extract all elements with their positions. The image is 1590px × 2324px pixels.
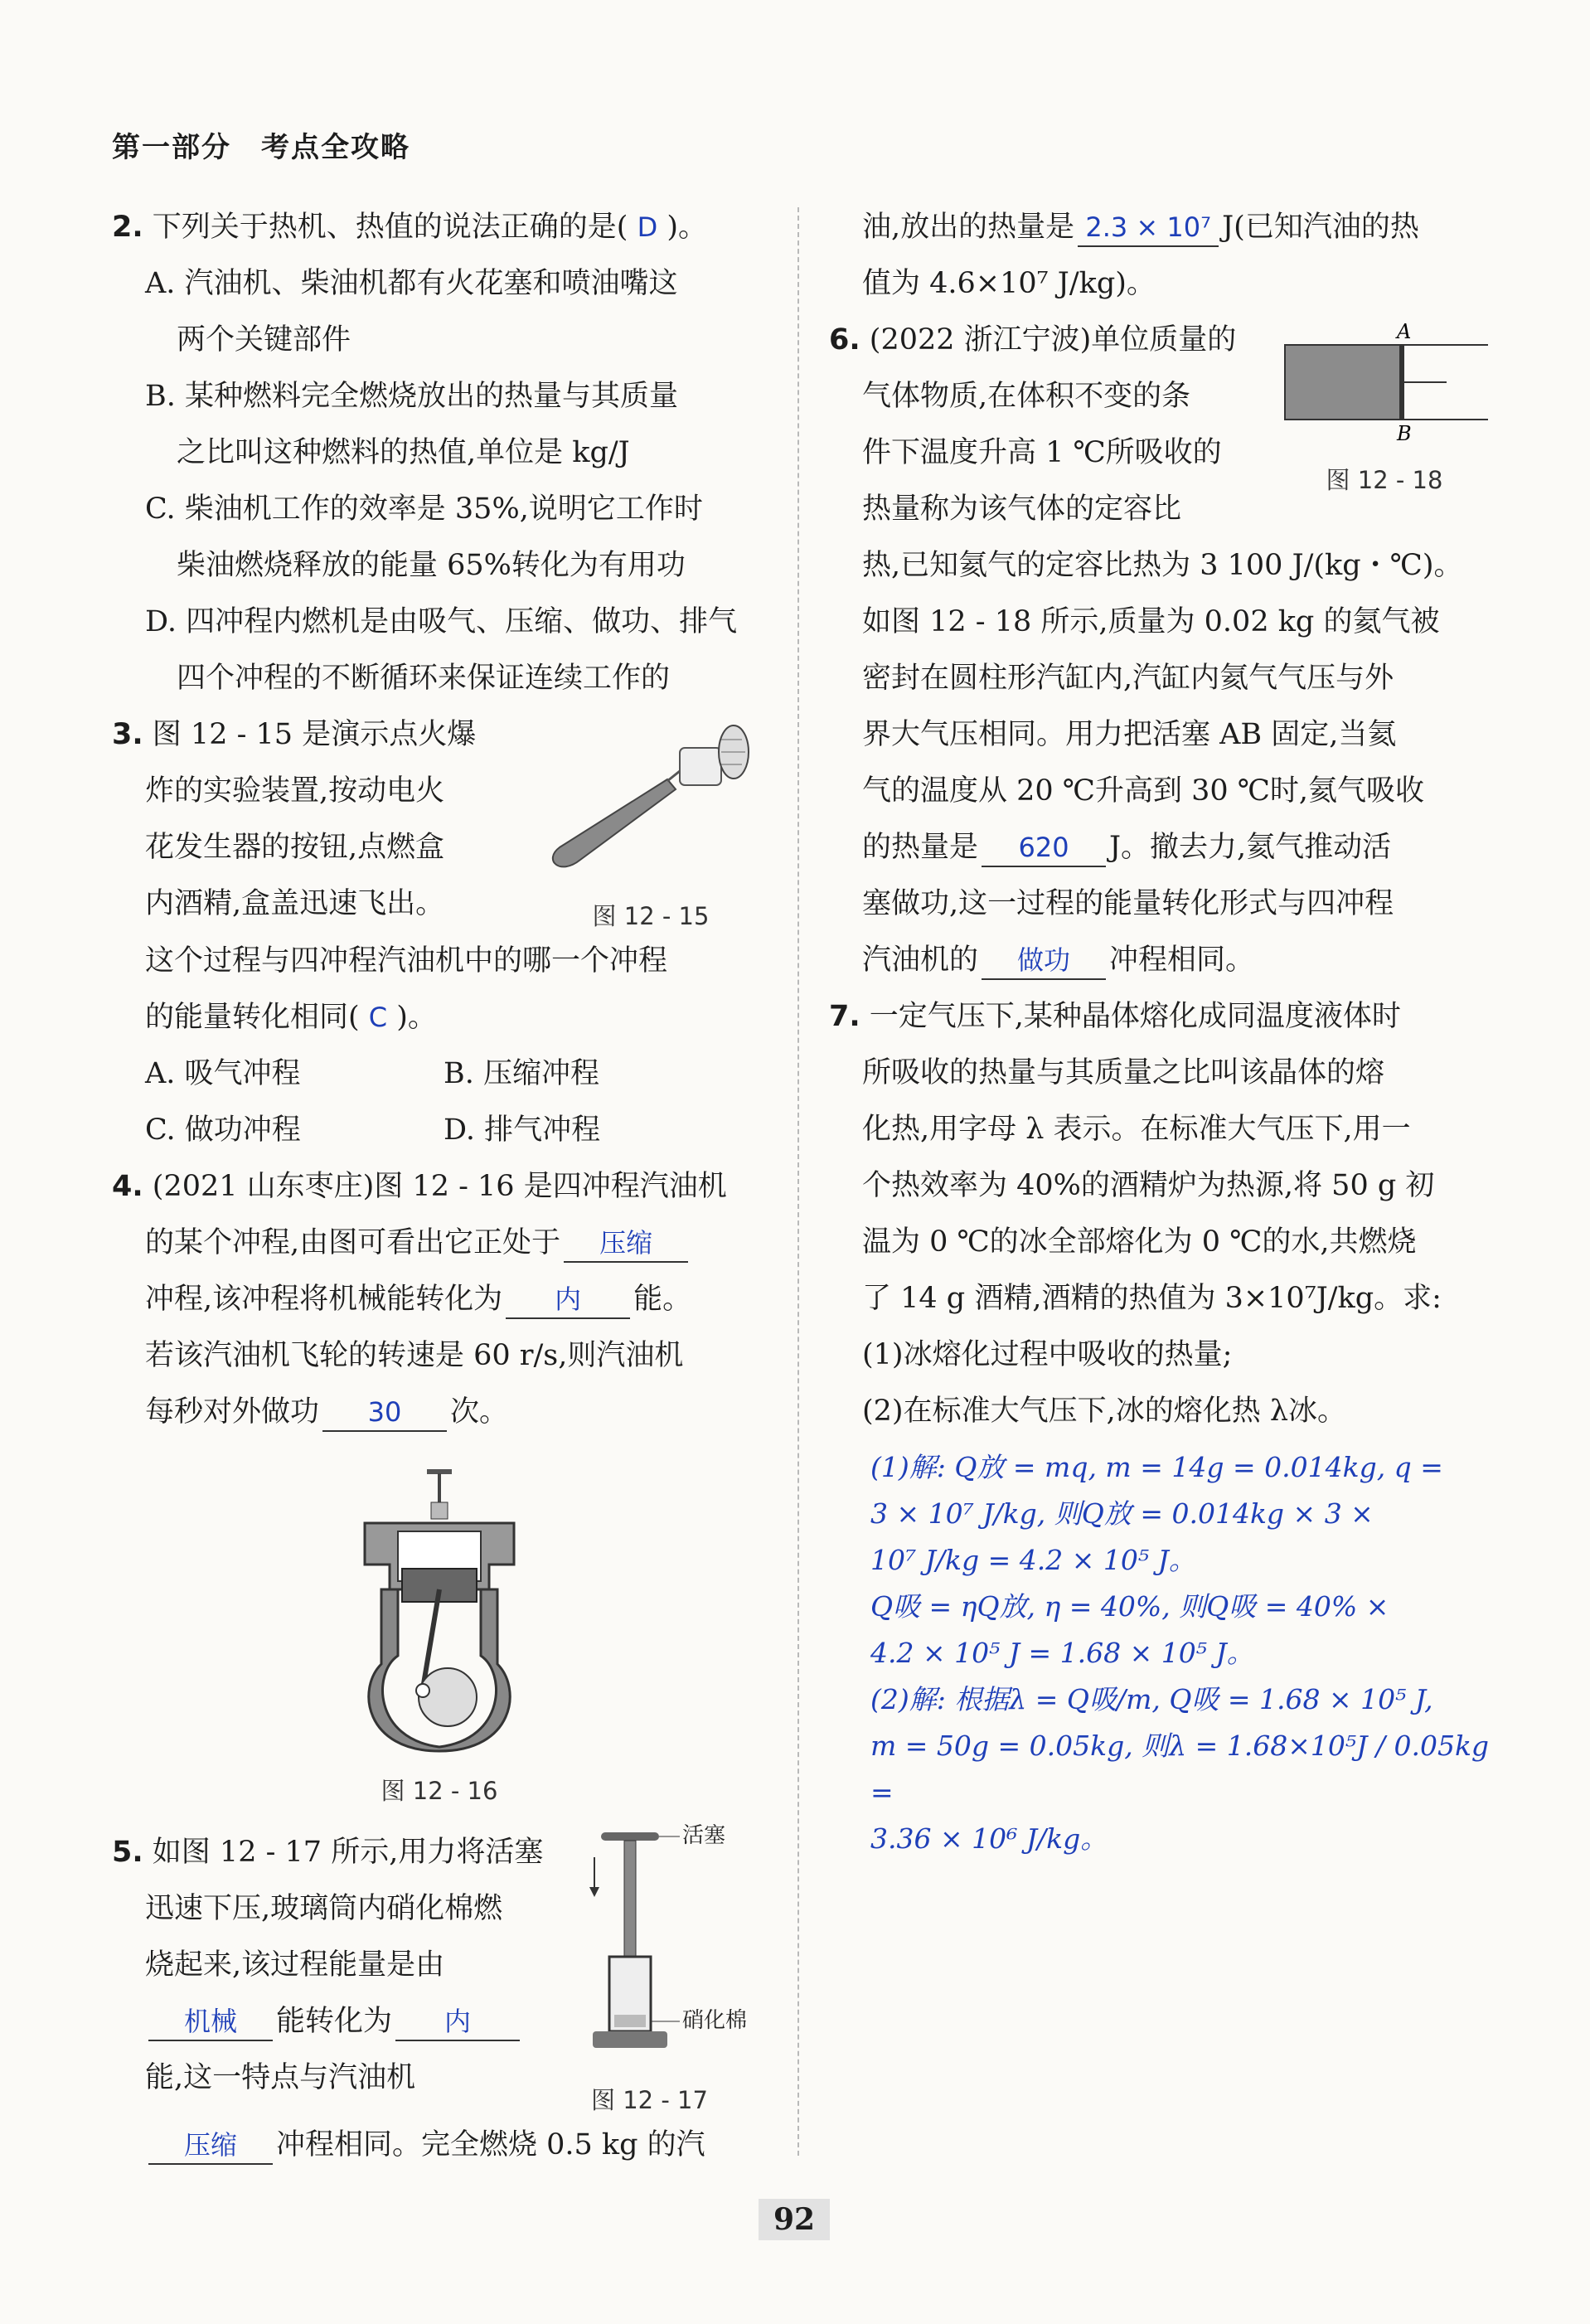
text-line: J。撤去力,氦气推动活 — [1109, 831, 1392, 864]
figure-caption: 图 12 - 15 — [592, 902, 710, 930]
options-row-2 — [112, 1102, 767, 1158]
options-row-1 — [112, 1046, 767, 1102]
fire-syringe-icon — [584, 1824, 767, 2064]
option-a-cont: 两个关键部件 — [177, 323, 351, 357]
text-line: (2022 浙江宁波)单位质量的 — [869, 323, 1237, 357]
option-c: C. 柴油机工作的效率是 35%,说明它工作时 — [145, 492, 703, 526]
question-7 — [829, 988, 1492, 1862]
gas-cylinder-icon — [1277, 320, 1492, 444]
text-line: 内酒精,盒盖迅速飞出。 — [145, 887, 445, 920]
text-line: 界大气压相同。用力把活塞 AB 固定,当氦 — [862, 718, 1397, 751]
left-column — [112, 199, 767, 2173]
option-b-cont: 之比叫这种燃料的热值,单位是 kg/J — [177, 436, 630, 469]
answer-blank — [322, 1394, 447, 1432]
text-line: 塞做功,这一过程的能量转化形式与四冲程 — [862, 887, 1394, 920]
answer-text: 压缩 — [599, 1227, 653, 1259]
stem-close: )。 — [667, 211, 708, 244]
text-line: 热,已知氦气的定容比热为 3 100 J/(kg・℃)。 — [862, 549, 1463, 582]
text-line: 密封在圆柱形汽缸内,汽缸内氦气气压与外 — [862, 662, 1394, 695]
option-a: A. 吸气冲程 — [145, 1057, 301, 1090]
option-b: B. 压缩冲程 — [444, 1057, 599, 1090]
text-line: 冲程,该冲程将机械能转化为 — [145, 1283, 503, 1316]
text-line: 一定气压下,某种晶体熔化成同温度液体时 — [869, 1000, 1401, 1033]
question-6 — [829, 312, 1492, 988]
answer-blank — [1078, 209, 1219, 247]
text-line: 能。 — [633, 1283, 692, 1316]
sub-question-1: (1)冰熔化过程中吸收的热量; — [862, 1338, 1233, 1371]
text-line: 气的温度从 20 ℃升高到 30 ℃时,氦气吸收 — [862, 774, 1425, 808]
answer-blank — [395, 2003, 520, 2041]
figure-12-16 — [112, 1465, 767, 1807]
answer-blank — [564, 1225, 688, 1263]
text-line: 所吸收的热量与其质量之比叫该晶体的熔 — [862, 1056, 1385, 1089]
question-number: 2. — [112, 211, 143, 244]
question-number: 4. — [112, 1170, 143, 1203]
column-divider — [797, 207, 799, 2156]
question-2 — [112, 199, 767, 706]
text-line: 汽油机的 — [862, 944, 979, 977]
option-d: D. 四冲程内燃机是由吸气、压缩、做功、排气 — [145, 605, 738, 638]
handwritten-solution — [829, 1444, 1492, 1862]
text-line: 这个过程与四冲程汽油机中的哪一个冲程 — [145, 944, 668, 978]
option-b: B. 某种燃料完全燃烧放出的热量与其质量 — [145, 380, 678, 413]
figure-12-17 — [584, 1824, 767, 2117]
answer-blank — [148, 2003, 273, 2041]
answer-text: 内 — [555, 1283, 582, 1315]
solution-line: 3 × 10⁷ J/kg, 则Q放 = 0.014kg × 3 × — [870, 1497, 1374, 1530]
answer-text: 做功 — [1017, 944, 1071, 976]
text-line: )。 — [396, 1001, 437, 1034]
solution-line: 4.2 × 10⁵ J = 1.68 × 10⁵ J。 — [870, 1637, 1254, 1669]
figure-12-18 — [1277, 320, 1492, 497]
text-line: 能,这一特点与汽油机 — [145, 2061, 416, 2094]
question-number: 3. — [112, 718, 143, 751]
option-c: C. 做功冲程 — [145, 1113, 301, 1147]
answer-blank — [148, 2127, 273, 2165]
solution-line: (2)解: 根据λ = Q吸/m, Q吸 = 1.68 × 10⁵ J, — [870, 1683, 1433, 1715]
text-line: 能转化为 — [276, 2005, 393, 2038]
question-stem: 下列关于热机、热值的说法正确的是( — [152, 211, 628, 244]
text-line: 如图 12 - 17 所示,用力将活塞 — [152, 1836, 544, 1869]
question-5-continued — [829, 199, 1492, 312]
answer-text: 机械 — [183, 2006, 237, 2037]
text-line: 迅速下压,玻璃筒内硝化棉燃 — [145, 1892, 503, 1925]
figure-caption: 图 12 - 18 — [1326, 466, 1443, 494]
piston-label: 活塞 — [682, 1824, 726, 1848]
text-line: 的某个冲程,由图可看出它正处于 — [145, 1226, 561, 1259]
question-3 — [112, 706, 767, 1158]
right-column — [829, 199, 1492, 1862]
question-4 — [112, 1158, 767, 1807]
question-number: 5. — [112, 1836, 143, 1869]
spark-generator-icon — [535, 715, 767, 881]
solution-line: (1)解: Q放 = mq, m = 14g = 0.014kg, q = — [870, 1451, 1443, 1483]
text-line: 烧起来,该过程能量是由 — [145, 1948, 445, 1982]
option-d-cont: 四个冲程的不断循环来保证连续工作的 — [177, 662, 671, 695]
option-a: A. 汽油机、柴油机都有火花塞和喷油嘴这 — [145, 267, 678, 300]
text-line: 每秒对外做功 — [145, 1395, 320, 1429]
text-line: J(已知汽油的热 — [1222, 211, 1419, 244]
solution-line: 10⁷ J/kg = 4.2 × 10⁵ J。 — [870, 1544, 1196, 1576]
answer-text: 30 — [367, 1396, 402, 1428]
text-line: 图 12 - 15 是演示点火爆 — [152, 718, 477, 751]
question-5 — [112, 1824, 767, 2173]
text-line: (2021 山东枣庄)图 12 - 16 是四冲程汽油机 — [152, 1170, 727, 1203]
answer-choice: C — [368, 1002, 388, 1033]
solution-line: 3.36 × 10⁶ J/kg。 — [870, 1822, 1108, 1855]
text-line: 炸的实验装置,按动电火 — [145, 774, 445, 808]
text-line: 的能量转化相同( — [145, 1001, 360, 1034]
answer-text: 2.3 × 10⁷ — [1085, 211, 1211, 243]
option-c-cont: 柴油燃烧释放的能量 65%转化为有用功 — [177, 549, 686, 582]
question-number: 6. — [829, 323, 860, 357]
answer-text: 压缩 — [183, 2129, 237, 2161]
text-line: 件下温度升高 1 ℃所吸收的 — [862, 436, 1222, 469]
text-line: 化热,用字母 λ 表示。在标准大气压下,用一 — [862, 1113, 1411, 1146]
text-line: 冲程相同。 — [1109, 944, 1255, 977]
text-line: 花发生器的按钮,点燃盒 — [145, 831, 445, 864]
page-number: 92 — [759, 2199, 830, 2240]
answer-choice: D — [637, 211, 658, 243]
answer-text: 内 — [444, 2006, 472, 2037]
option-d: D. 排气冲程 — [444, 1113, 601, 1147]
nitrocellulose-label: 硝化棉 — [682, 2008, 748, 2033]
text-line: 值为 4.6×10⁷ J/kg)。 — [862, 267, 1156, 300]
text-line: 油,放出的热量是 — [862, 211, 1075, 244]
text-line: 次。 — [450, 1395, 509, 1429]
label-a: A — [1397, 320, 1412, 343]
figure-caption: 图 12 - 16 — [381, 1777, 498, 1805]
solution-line: Q吸 = ηQ放, η = 40%, 则Q吸 = 40% × — [870, 1590, 1389, 1623]
answer-blank — [982, 829, 1106, 867]
text-line: 冲程相同。完全燃烧 0.5 kg 的汽 — [276, 2128, 705, 2161]
label-b: B — [1397, 422, 1412, 444]
figure-12-15 — [535, 715, 767, 933]
part-label: 第一部分 — [112, 131, 231, 164]
engine-cylinder-icon — [348, 1465, 531, 1755]
text-line: 气体物质,在体积不变的条 — [862, 380, 1191, 413]
text-line: 的热量是 — [862, 831, 979, 864]
section-header — [112, 124, 410, 165]
text-line: 热量称为该气体的定容比 — [862, 492, 1182, 526]
question-number: 7. — [829, 1000, 860, 1033]
solution-line: m = 50g = 0.05kg, 则λ = 1.68×10⁵J / 0.05kg = — [870, 1730, 1490, 1808]
answer-blank — [982, 942, 1106, 980]
sub-question-2: (2)在标准大气压下,冰的熔化热 λ冰。 — [862, 1395, 1347, 1428]
text-line: 温为 0 ℃的冰全部熔化为 0 ℃的水,共燃烧 — [862, 1225, 1417, 1259]
answer-text: 620 — [1018, 832, 1069, 863]
answer-blank — [506, 1281, 630, 1319]
figure-caption: 图 12 - 17 — [591, 2086, 708, 2114]
text-line: 若该汽油机飞轮的转速是 60 r/s,则汽油机 — [145, 1339, 684, 1372]
text-line: 如图 12 - 18 所示,质量为 0.02 kg 的氦气被 — [862, 605, 1440, 638]
text-line: 了 14 g 酒精,酒精的热值为 3×10⁷J/kg。求: — [862, 1282, 1442, 1315]
text-line: 个热效率为 40%的酒精炉为热源,将 50 g 初 — [862, 1169, 1435, 1202]
section-title: 考点全攻略 — [261, 131, 410, 164]
